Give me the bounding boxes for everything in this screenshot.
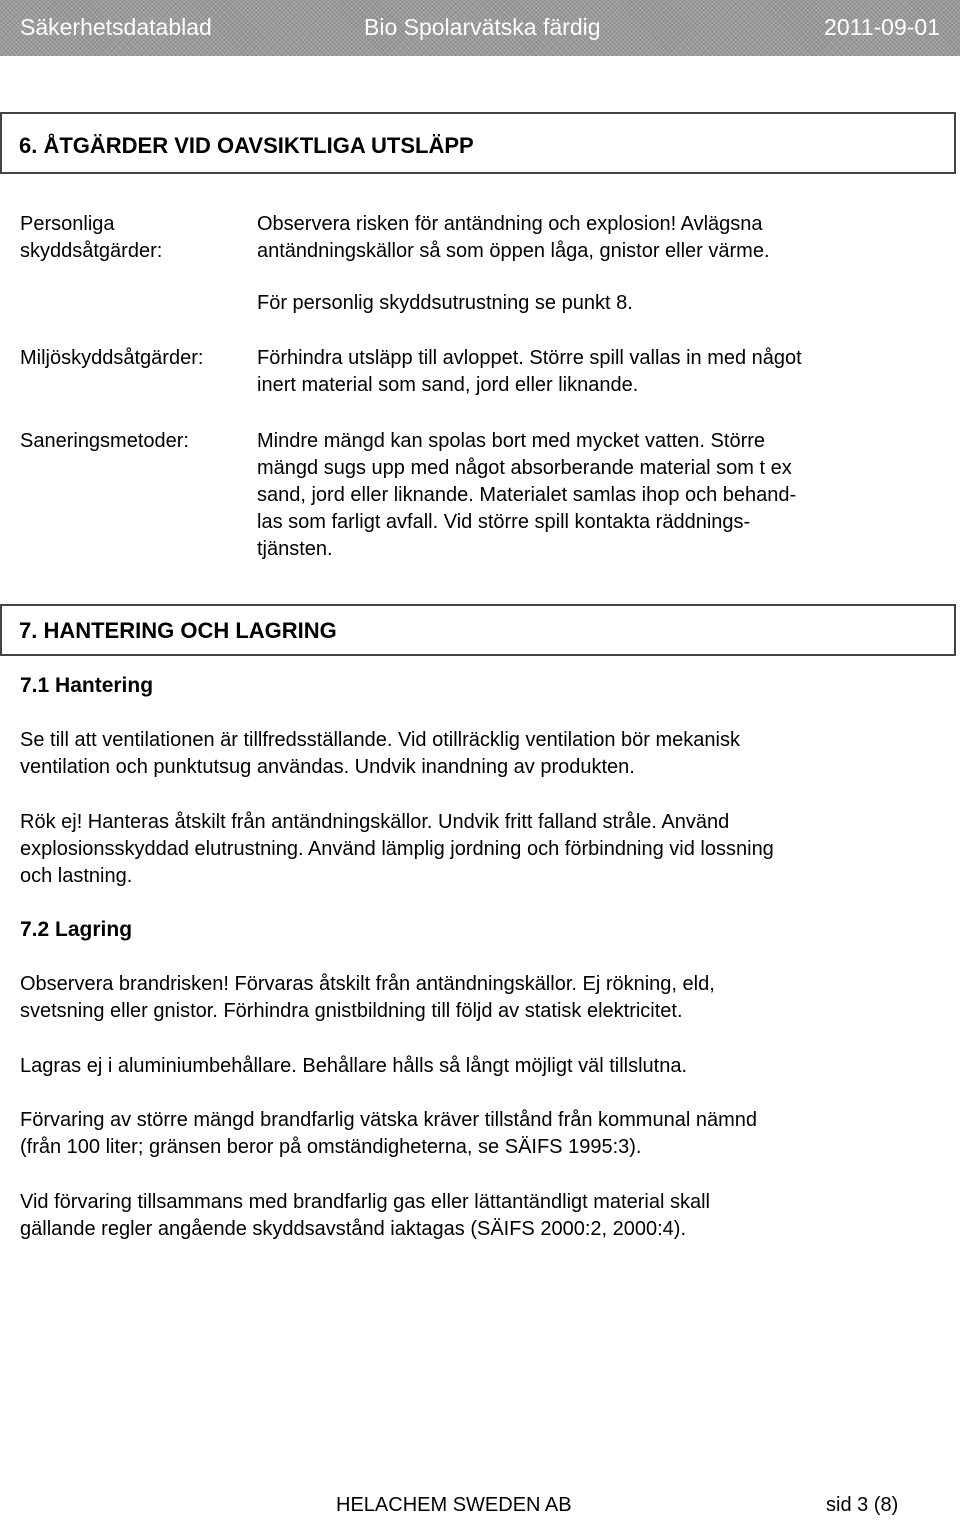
storage-paragraph-1-line-2: svetsning eller gnistor. Förhindra gnistbildning till följd av statisk elektricitet. <box>20 1000 683 1022</box>
handling-paragraph-1-line-2: ventilation och punktutsug användas. Undvik inandning av produkten. <box>20 756 635 778</box>
personal-label-line-2: skyddsåtgärder: <box>20 240 163 262</box>
sanitation-label: Saneringsmetoder: <box>20 430 189 452</box>
handling-paragraph-1-line-1: Se till att ventilationen är tillfredsställande. Vid otillräcklig ventilation bör mekanisk <box>20 729 740 751</box>
handling-paragraph-2-line-1: Rök ej! Hanteras åtskilt från antändningskällor. Undvik fritt falland stråle. Använd <box>20 811 730 833</box>
personal-label-line-1: Personliga <box>20 213 115 235</box>
section-7-heading <box>0 604 956 656</box>
personal-value-line-2: antändningskällor så som öppen låga, gnistor eller värme. <box>257 240 770 262</box>
personal-value-line-1: Observera risken för antändning och explosion! Avlägsna <box>257 213 763 235</box>
storage-paragraph-3-line-2: (från 100 liter; gränsen beror på omständigheterna, se SÄIFS 1995:3). <box>20 1136 642 1158</box>
sanitation-value-line-3: sand, jord eller liknande. Materialet samlas ihop och behand- <box>257 484 797 506</box>
handling-paragraph-2-line-2: explosionsskyddad elutrustning. Använd lämplig jordning och förbindning vid lossning <box>20 838 774 860</box>
personal-protection-reference: För personlig skyddsutrustning se punkt 8. <box>257 292 633 314</box>
storage-paragraph-2: Lagras ej i aluminiumbehållare. Behållare hålls så långt möjligt väl tillslutna. <box>20 1055 688 1077</box>
header-date: 2011-09-01 <box>824 14 940 40</box>
footer-company-name: HELACHEM SWEDEN AB <box>336 1494 572 1516</box>
environment-value-line-1: Förhindra utsläpp till avloppet. Större spill vallas in med något <box>257 347 802 369</box>
sanitation-value-line-5: tjänsten. <box>257 538 333 560</box>
header-doc-type: Säkerhetsdatablad <box>20 14 212 40</box>
handling-subheading: 7.1 Hantering <box>20 674 154 697</box>
sanitation-value-line-2: mängd sugs upp med något absorberande material som t ex <box>257 457 792 479</box>
storage-paragraph-4-line-1: Vid förvaring tillsammans med brandfarlig gas eller lättantändligt material skall <box>20 1191 710 1213</box>
section-6-title: 6. ÅTGÄRDER VID OAVSIKTLIGA UTSLÄPP <box>19 133 474 158</box>
sanitation-value-line-4: las som farligt avfall. Vid större spill kontakta räddnings- <box>257 511 751 533</box>
header-product-name: Bio Spolarvätska färdig <box>364 14 601 40</box>
storage-paragraph-1-line-1: Observera brandrisken! Förvaras åtskilt från antändningskällor. Ej rökning, eld, <box>20 973 715 995</box>
storage-paragraph-4-line-2: gällande regler angående skyddsavstånd iaktagas (SÄIFS 2000:2, 2000:4). <box>20 1218 686 1240</box>
footer-page-number: sid 3 (8) <box>826 1494 899 1516</box>
section-6-heading <box>0 112 956 174</box>
storage-subheading: 7.2 Lagring <box>20 918 133 941</box>
environment-label: Miljöskyddsåtgärder: <box>20 347 204 369</box>
document-header <box>0 0 960 56</box>
section-7-title: 7. HANTERING OCH LAGRING <box>19 618 337 643</box>
handling-paragraph-2-line-3: och lastning. <box>20 865 133 887</box>
sanitation-value-line-1: Mindre mängd kan spolas bort med mycket vatten. Större <box>257 430 766 452</box>
environment-value-line-2: inert material som sand, jord eller liknande. <box>257 374 639 396</box>
storage-paragraph-3-line-1: Förvaring av större mängd brandfarlig vätska kräver tillstånd från kommunal nämnd <box>20 1109 757 1131</box>
